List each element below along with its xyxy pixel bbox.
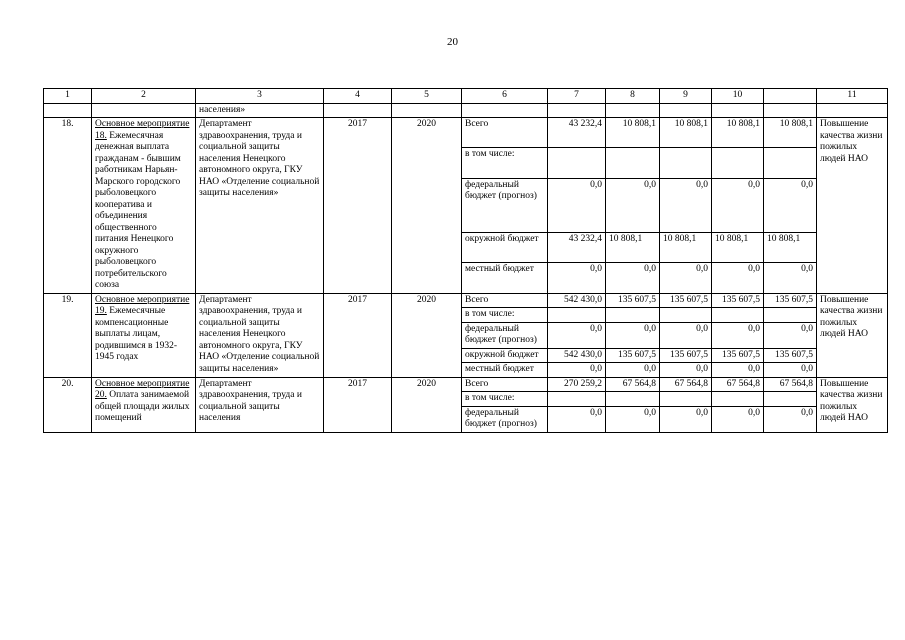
value-cell: 0,0 xyxy=(764,322,817,348)
value-cell: 0,0 xyxy=(606,363,660,378)
row-number: 20. xyxy=(44,377,92,432)
budget-label-including: в том числе: xyxy=(462,308,548,323)
header-cell: 6 xyxy=(462,89,548,104)
value-cell: 67 564,8 xyxy=(764,377,817,392)
budget-label-including: в том числе: xyxy=(462,392,548,407)
header-cell: 9 xyxy=(660,89,712,104)
expected-result: Повышение качества жизни пожилых людей НАО xyxy=(817,118,888,294)
program-table xyxy=(43,88,888,433)
end-year: 2020 xyxy=(392,118,462,294)
end-year: 2020 xyxy=(392,377,462,432)
start-year: 2017 xyxy=(324,118,392,294)
executor: Департамент здравоохранения, труда и социальной защиты населения Ненецкого автономного округа, ГКУ НАО «Отделение социальной защиты населения» xyxy=(196,118,324,294)
value-cell: 0,0 xyxy=(606,263,660,293)
value-cell: 135 607,5 xyxy=(764,348,817,363)
value-cell: 0,0 xyxy=(712,322,764,348)
table-row xyxy=(44,377,888,392)
value-cell: 0,0 xyxy=(712,406,764,432)
value-cell: 10 808,1 xyxy=(660,118,712,148)
budget-label-federal: федеральный бюджет (прогноз) xyxy=(462,322,548,348)
budget-label-total: Всего xyxy=(462,377,548,392)
event-title xyxy=(92,377,196,432)
header-cell: 5 xyxy=(392,89,462,104)
table-header-row xyxy=(44,89,888,104)
value-cell: 0,0 xyxy=(764,363,817,378)
value-cell: 0,0 xyxy=(712,263,764,293)
value-cell: 67 564,8 xyxy=(606,377,660,392)
event-title-text: Ежемесячные компенсационные выплаты лицам, родившимся в 1932-1945 годах xyxy=(95,306,178,362)
value-cell: 135 607,5 xyxy=(660,348,712,363)
value-cell: 0,0 xyxy=(548,263,606,293)
start-year: 2017 xyxy=(324,293,392,377)
header-cell: 7 xyxy=(548,89,606,104)
page-number: 20 xyxy=(447,36,458,48)
table-row xyxy=(44,118,888,148)
value-cell: 0,0 xyxy=(712,363,764,378)
budget-label-total: Всего xyxy=(462,118,548,148)
end-year: 2020 xyxy=(392,293,462,377)
header-cell: 3 xyxy=(196,89,324,104)
continuation-text: населения» xyxy=(196,103,324,118)
budget-label-including: в том числе: xyxy=(462,148,548,178)
table-row xyxy=(44,293,888,308)
budget-label-federal: федеральный бюджет (прогноз) xyxy=(462,178,548,232)
value-cell: 135 607,5 xyxy=(606,293,660,308)
event-title xyxy=(92,293,196,377)
budget-label-district: окружной бюджет xyxy=(462,232,548,262)
value-cell: 0,0 xyxy=(764,406,817,432)
event-title-heading: Основное мероприятие 18. xyxy=(95,119,190,141)
value-cell: 10 808,1 xyxy=(606,232,660,262)
value-cell: 542 430,0 xyxy=(548,293,606,308)
event-title-heading: Основное мероприятие 19. xyxy=(95,294,190,316)
value-cell: 0,0 xyxy=(764,263,817,293)
header-cell xyxy=(764,89,817,104)
header-cell: 10 xyxy=(712,89,764,104)
value-cell: 43 232,4 xyxy=(548,232,606,262)
value-cell: 0,0 xyxy=(660,263,712,293)
value-cell: 135 607,5 xyxy=(606,348,660,363)
executor: Департамент здравоохранения, труда и социальной защиты населения xyxy=(196,377,324,432)
value-cell: 0,0 xyxy=(606,406,660,432)
event-title xyxy=(92,118,196,294)
event-title-text: Ежемесячная денежная выплата гражданам - бывшим работникам Нарьян-Марского городского рыболовецкого кооператива и объединения общественного питания Ненецкого окружного рыболовецкого потребительского союза xyxy=(95,130,181,290)
value-cell: 270 259,2 xyxy=(548,377,606,392)
header-cell: 2 xyxy=(92,89,196,104)
value-cell: 67 564,8 xyxy=(660,377,712,392)
value-cell: 0,0 xyxy=(764,178,817,232)
value-cell: 0,0 xyxy=(548,363,606,378)
header-cell: 8 xyxy=(606,89,660,104)
budget-label-total: Всего xyxy=(462,293,548,308)
budget-label-federal: федеральный бюджет (прогноз) xyxy=(462,406,548,432)
budget-label-local: местный бюджет xyxy=(462,263,548,293)
header-cell: 1 xyxy=(44,89,92,104)
row-number: 18. xyxy=(44,118,92,294)
value-cell: 135 607,5 xyxy=(660,293,712,308)
value-cell: 0,0 xyxy=(712,178,764,232)
budget-label-district: окружной бюджет xyxy=(462,348,548,363)
event-title-heading: Основное мероприятие 20. xyxy=(95,378,190,400)
header-cell: 4 xyxy=(324,89,392,104)
start-year: 2017 xyxy=(324,377,392,432)
executor: Департамент здравоохранения, труда и социальной защиты населения Ненецкого автономного округа, ГКУ НАО «Отделение социальной защиты населения» xyxy=(196,293,324,377)
budget-label-local: местный бюджет xyxy=(462,363,548,378)
value-cell: 0,0 xyxy=(606,178,660,232)
value-cell: 10 808,1 xyxy=(660,232,712,262)
value-cell: 0,0 xyxy=(606,322,660,348)
value-cell: 10 808,1 xyxy=(712,118,764,148)
event-title-text: Оплата занимаемой общей площади жилых помещений xyxy=(95,390,190,423)
value-cell: 10 808,1 xyxy=(764,232,817,262)
value-cell: 0,0 xyxy=(660,178,712,232)
value-cell: 0,0 xyxy=(660,406,712,432)
value-cell: 10 808,1 xyxy=(712,232,764,262)
value-cell: 43 232,4 xyxy=(548,118,606,148)
expected-result: Повышение качества жизни пожилых людей НАО xyxy=(817,293,888,377)
value-cell: 135 607,5 xyxy=(764,293,817,308)
continuation-row xyxy=(44,103,888,118)
value-cell: 0,0 xyxy=(660,363,712,378)
value-cell: 0,0 xyxy=(548,406,606,432)
value-cell: 67 564,8 xyxy=(712,377,764,392)
row-number: 19. xyxy=(44,293,92,377)
expected-result: Повышение качества жизни пожилых людей НАО xyxy=(817,377,888,432)
value-cell: 10 808,1 xyxy=(606,118,660,148)
value-cell: 135 607,5 xyxy=(712,348,764,363)
value-cell: 135 607,5 xyxy=(712,293,764,308)
value-cell: 0,0 xyxy=(660,322,712,348)
value-cell: 542 430,0 xyxy=(548,348,606,363)
value-cell: 0,0 xyxy=(548,322,606,348)
value-cell: 0,0 xyxy=(548,178,606,232)
value-cell: 10 808,1 xyxy=(764,118,817,148)
header-cell: 11 xyxy=(817,89,888,104)
